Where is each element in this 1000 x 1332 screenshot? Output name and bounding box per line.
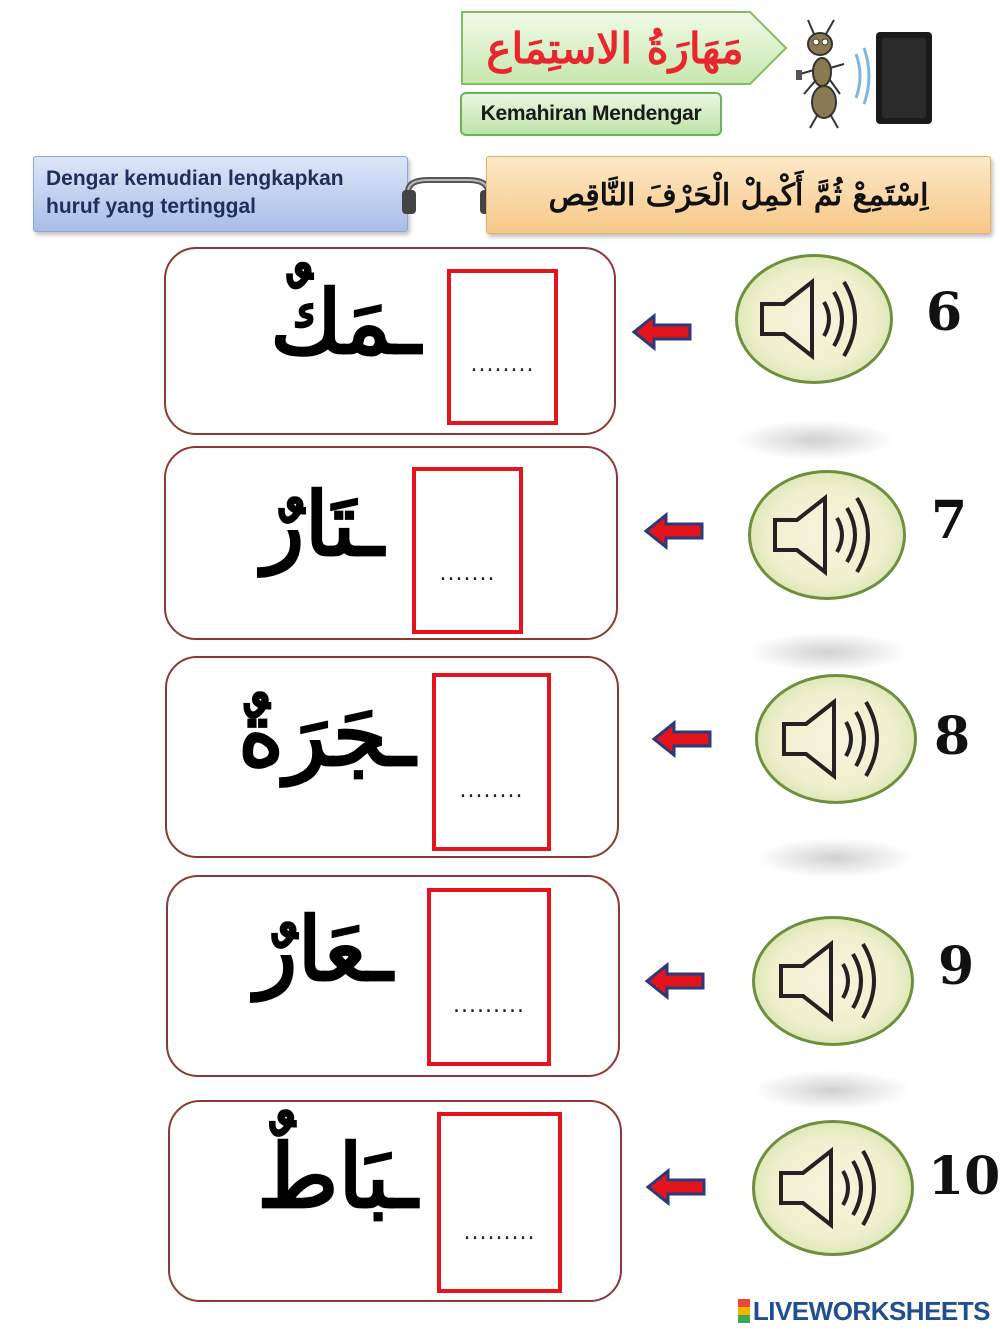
title-banner xyxy=(460,10,790,86)
question-number-9: 9 xyxy=(938,936,975,997)
instruction-malay: Dengar kemudian lengkapkan huruf yang tertinggal xyxy=(33,156,408,232)
page-title: مَهَارَةُ الاستِمَاع xyxy=(486,23,744,73)
question-number-6: 6 xyxy=(926,282,963,343)
answer-box-6[interactable] xyxy=(447,269,558,425)
brand-badge-icon xyxy=(738,1299,750,1323)
speaker-button-7[interactable] xyxy=(748,470,906,600)
link-icon xyxy=(398,174,498,224)
speaker-shadow xyxy=(755,838,915,878)
answer-blank-7: ....... xyxy=(439,561,496,586)
speaker-shadow xyxy=(735,420,895,460)
instruction-arabic: اِسْتَمِعْ ثُمَّ أَكْمِلْ الْحَرْفَ النَّاقِص xyxy=(486,156,991,234)
brand-name: LIVEWORKSHEETS xyxy=(752,1295,990,1326)
speaker-shadow xyxy=(752,1070,912,1110)
speaker-icon xyxy=(773,936,893,1026)
answer-blank-8: ........ xyxy=(459,778,524,803)
speaker-icon xyxy=(767,490,887,580)
word-card-7 xyxy=(164,446,618,640)
answer-blank-9: ......... xyxy=(453,993,525,1018)
speaker-icon xyxy=(773,1143,893,1233)
word-fragment-9: ـعَارٌ xyxy=(255,897,393,1001)
word-card-9 xyxy=(166,875,620,1077)
left-arrow-icon xyxy=(644,512,706,550)
speaker-button-9[interactable] xyxy=(752,916,914,1046)
speaker-button-8[interactable] xyxy=(755,674,917,804)
answer-box-7[interactable] xyxy=(412,467,523,634)
speaker-icon xyxy=(776,694,896,784)
speaker-icon xyxy=(754,274,874,364)
answer-blank-6: ........ xyxy=(470,352,535,377)
speaker-button-10[interactable] xyxy=(752,1120,914,1256)
answer-box-8[interactable] xyxy=(432,673,551,851)
left-arrow-icon xyxy=(646,1168,708,1206)
question-number-10: 10 xyxy=(928,1146,1000,1207)
answer-blank-10: ......... xyxy=(463,1220,536,1245)
page-subtitle: Kemahiran Mendengar xyxy=(460,92,722,136)
word-fragment-6: ـمَكٌ xyxy=(270,270,421,374)
left-arrow-icon xyxy=(652,720,714,758)
word-fragment-7: ـتَارٌ xyxy=(262,472,384,576)
answer-box-9[interactable] xyxy=(427,888,551,1066)
speaker-shadow xyxy=(748,632,908,672)
speaker-button-6[interactable] xyxy=(735,254,893,384)
ant-mascot-icon xyxy=(790,14,950,134)
word-fragment-10: ـبَاطٌ xyxy=(257,1124,418,1228)
question-number-7: 7 xyxy=(931,490,968,551)
left-arrow-icon xyxy=(632,313,694,351)
word-fragment-8: ـجَرَةٌ xyxy=(238,682,416,786)
left-arrow-icon xyxy=(645,962,707,1000)
liveworksheets-logo xyxy=(738,1296,990,1326)
question-number-8: 8 xyxy=(934,706,971,767)
answer-box-10[interactable] xyxy=(437,1112,562,1293)
